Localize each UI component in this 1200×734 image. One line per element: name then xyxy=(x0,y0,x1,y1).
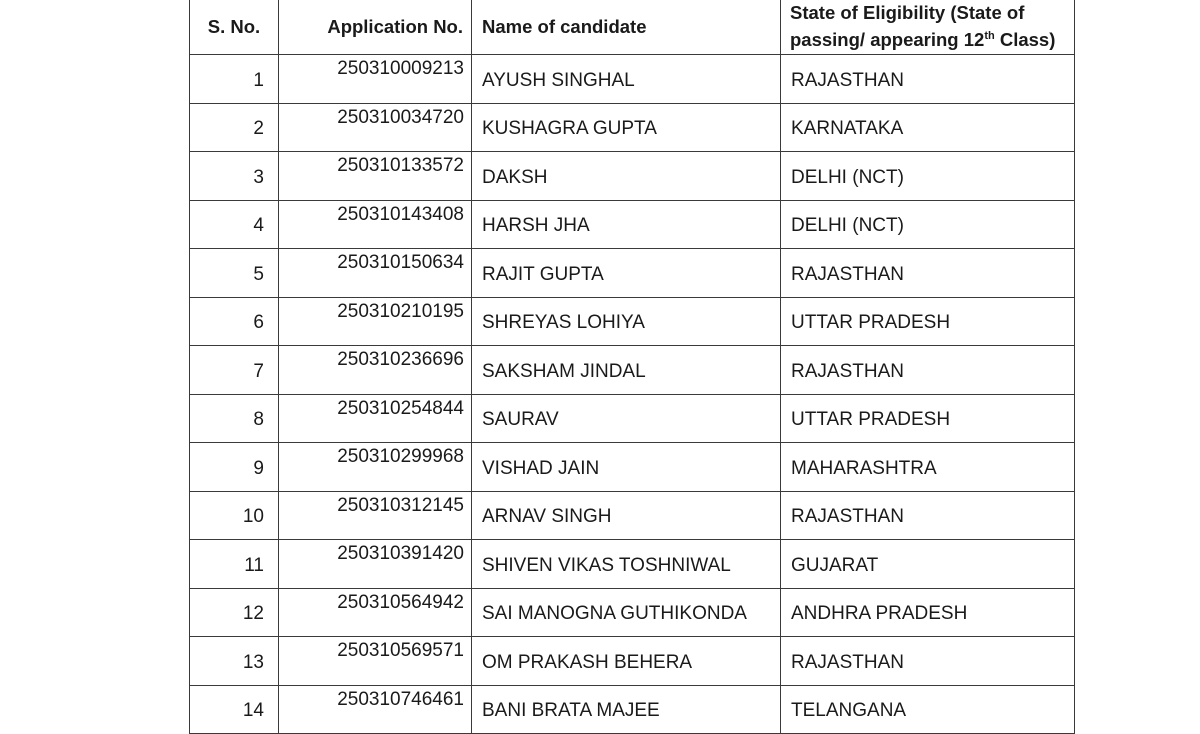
table-row xyxy=(190,55,1075,104)
table-row xyxy=(190,297,1075,346)
cell-application-no: 250310133572 xyxy=(279,152,472,201)
cell-sno: 10 xyxy=(190,491,279,540)
cell-sno: 3 xyxy=(190,152,279,201)
table-row xyxy=(190,588,1075,637)
cell-application-no: 250310564942 xyxy=(279,588,472,637)
cell-state: RAJASTHAN xyxy=(781,249,1075,298)
cell-application-no: 250310236696 xyxy=(279,346,472,395)
cell-application-no: 250310746461 xyxy=(279,685,472,734)
cell-application-no: 250310299968 xyxy=(279,443,472,492)
cell-application-no: 250310009213 xyxy=(279,55,472,104)
cell-sno: 6 xyxy=(190,297,279,346)
table-row xyxy=(190,103,1075,152)
cell-sno: 2 xyxy=(190,103,279,152)
cell-state: RAJASTHAN xyxy=(781,637,1075,686)
cell-candidate-name: DAKSH xyxy=(472,152,781,201)
header-sno: S. No. xyxy=(190,0,279,55)
cell-state: KARNATAKA xyxy=(781,103,1075,152)
cell-application-no: 250310143408 xyxy=(279,200,472,249)
cell-application-no: 250310034720 xyxy=(279,103,472,152)
cell-candidate-name: RAJIT GUPTA xyxy=(472,249,781,298)
cell-application-no: 250310210195 xyxy=(279,297,472,346)
cell-candidate-name: OM PRAKASH BEHERA xyxy=(472,637,781,686)
cell-sno: 13 xyxy=(190,637,279,686)
header-state-line2-end: Class) xyxy=(994,29,1056,50)
cell-state: MAHARASHTRA xyxy=(781,443,1075,492)
cell-candidate-name: KUSHAGRA GUPTA xyxy=(472,103,781,152)
cell-state: UTTAR PRADESH xyxy=(781,394,1075,443)
header-state-line1: State of Eligibility (State of xyxy=(790,2,1025,23)
document-page xyxy=(189,0,1074,734)
header-state xyxy=(781,0,1075,55)
table-header xyxy=(190,0,1075,55)
candidate-table xyxy=(189,0,1075,734)
table-row xyxy=(190,200,1075,249)
cell-candidate-name: HARSH JHA xyxy=(472,200,781,249)
cell-application-no: 250310150634 xyxy=(279,249,472,298)
header-row xyxy=(190,0,1075,55)
header-state-line2: passing/ appearing 12 xyxy=(790,29,985,50)
cell-candidate-name: SAKSHAM JINDAL xyxy=(472,346,781,395)
cell-state: RAJASTHAN xyxy=(781,346,1075,395)
table-row xyxy=(190,249,1075,298)
table-row xyxy=(190,346,1075,395)
cell-state: TELANGANA xyxy=(781,685,1075,734)
cell-sno: 14 xyxy=(190,685,279,734)
cell-application-no: 250310312145 xyxy=(279,491,472,540)
cell-sno: 8 xyxy=(190,394,279,443)
cell-candidate-name: SHREYAS LOHIYA xyxy=(472,297,781,346)
table-body xyxy=(190,55,1075,734)
cell-state: GUJARAT xyxy=(781,540,1075,589)
cell-state: RAJASTHAN xyxy=(781,491,1075,540)
cell-sno: 7 xyxy=(190,346,279,395)
cell-sno: 4 xyxy=(190,200,279,249)
table-row xyxy=(190,394,1075,443)
table-row xyxy=(190,152,1075,201)
cell-candidate-name: BANI BRATA MAJEE xyxy=(472,685,781,734)
cell-state: UTTAR PRADESH xyxy=(781,297,1075,346)
cell-sno: 11 xyxy=(190,540,279,589)
cell-sno: 5 xyxy=(190,249,279,298)
cell-state: DELHI (NCT) xyxy=(781,200,1075,249)
cell-candidate-name: SAURAV xyxy=(472,394,781,443)
cell-candidate-name: SHIVEN VIKAS TOSHNIWAL xyxy=(472,540,781,589)
cell-state: RAJASTHAN xyxy=(781,55,1075,104)
header-state-superscript: th xyxy=(984,29,995,42)
cell-candidate-name: VISHAD JAIN xyxy=(472,443,781,492)
cell-application-no: 250310254844 xyxy=(279,394,472,443)
cell-sno: 9 xyxy=(190,443,279,492)
cell-sno: 12 xyxy=(190,588,279,637)
table-row xyxy=(190,443,1075,492)
cell-application-no: 250310569571 xyxy=(279,637,472,686)
header-name: Name of candidate xyxy=(472,0,781,55)
table-row xyxy=(190,637,1075,686)
table-row xyxy=(190,491,1075,540)
cell-candidate-name: SAI MANOGNA GUTHIKONDA xyxy=(472,588,781,637)
cell-state: ANDHRA PRADESH xyxy=(781,588,1075,637)
table-row xyxy=(190,540,1075,589)
cell-sno: 1 xyxy=(190,55,279,104)
table-row xyxy=(190,685,1075,734)
cell-state: DELHI (NCT) xyxy=(781,152,1075,201)
header-application-no: Application No. xyxy=(279,0,472,55)
cell-application-no: 250310391420 xyxy=(279,540,472,589)
cell-candidate-name: AYUSH SINGHAL xyxy=(472,55,781,104)
cell-candidate-name: ARNAV SINGH xyxy=(472,491,781,540)
